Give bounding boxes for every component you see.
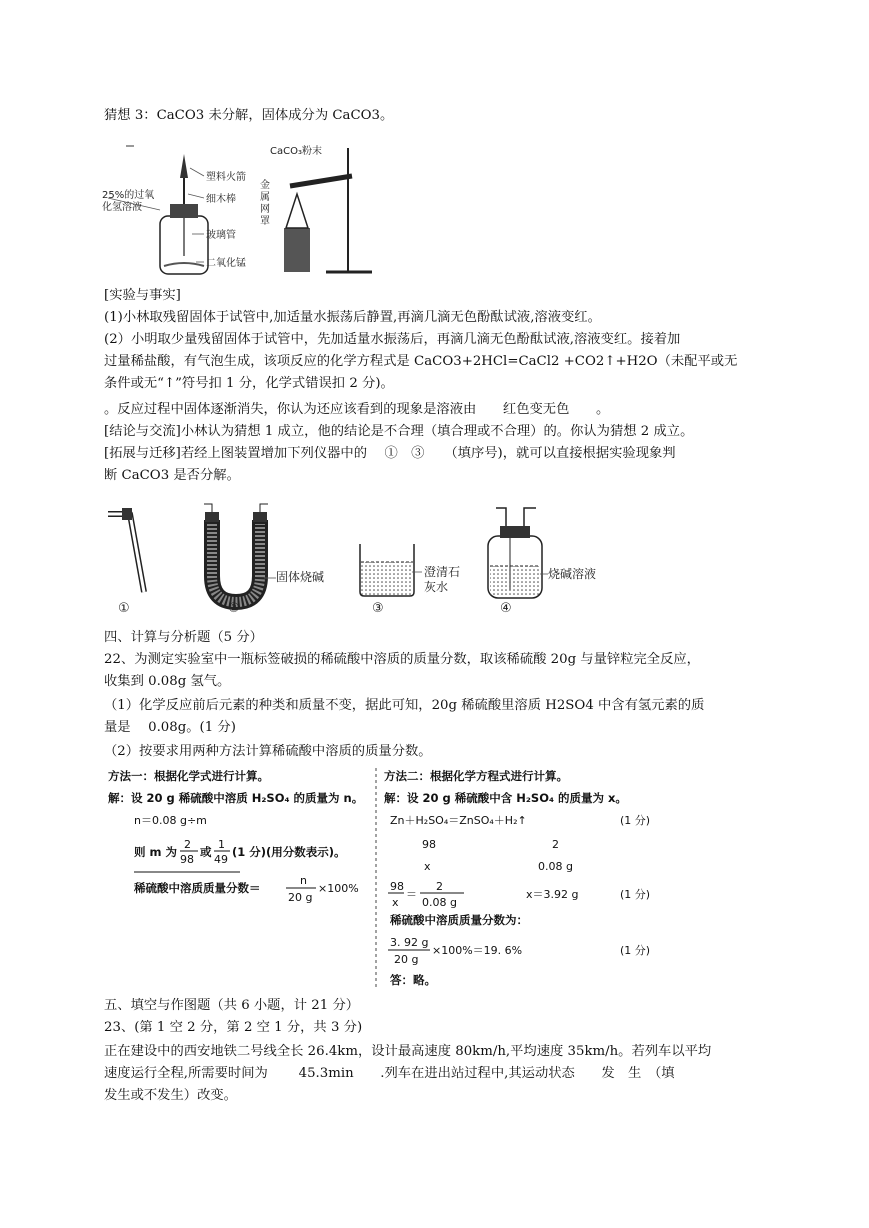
text-line-7: 。反应过程中固体逐渐消失，你认为还应该看到的现象是溶液由 红色变无色 。 (104, 402, 610, 417)
label-stick: 细木棒 (206, 194, 236, 205)
text-line-8: [结论与交流]小林认为猜想 1 成立，他的结论是不合理（填合理或不合理）的。你认为猜想 2 成立。 (104, 424, 694, 439)
method2-rden2: 0.08 g (422, 896, 457, 909)
number-4: ④ (500, 601, 512, 616)
text-line-3: (1)小林取残留固体于试管中,加适量水振荡后静置,再滴几滴无色酚酞试液,溶液变红。 (104, 310, 601, 325)
method2-title: 方法二：根据化学方程式进行计算。 (384, 769, 568, 783)
label-gauze-4: 罩 (260, 216, 270, 227)
text-line-1: 猜想 3：CaCO3 未分解，固体成分为 CaCO3。 (104, 108, 394, 123)
instrument-4-wash-bottle (488, 508, 548, 598)
instrument-3-beaker (360, 544, 422, 596)
text-line-14: （1）化学反应前后元素的种类和质量不变，据此可知，20g 稀硫酸里溶质 H2SO4 中含有氢元素的质 (104, 698, 705, 713)
text-line-17: 五、填空与作图题（共 6 小题，计 21 分） (104, 998, 360, 1013)
label-gauze-2: 属 (260, 192, 270, 203)
method2-ftail: ×100%＝19. 6% (432, 944, 523, 957)
method-one-block (108, 769, 363, 904)
label-tube: 玻璃管 (206, 230, 236, 241)
method2-solve: 解：设 20 g 稀硫酸中含 H₂SO₄ 的质量为 x。 (384, 791, 627, 805)
number-2: ② (228, 601, 240, 616)
label-gauze-3: 网 (260, 204, 270, 215)
method2-answer: 答：略。 (390, 973, 436, 987)
apparatus-figure-1 (100, 138, 380, 280)
method1-title: 方法一：根据化学式进行计算。 (108, 769, 269, 783)
label-solid-naoh: 固体烧碱 (276, 570, 325, 584)
instrument-1-bent-tube (108, 508, 144, 592)
method1-pct-num: n (300, 874, 307, 887)
method2-mx: x (424, 860, 431, 873)
method2-xres: x＝3.92 g (526, 888, 579, 901)
method1-frac1-den: 98 (180, 853, 194, 866)
text-line-21: 发生或不发生）改变。 (104, 1088, 237, 1103)
method1-pct-label: 稀硫酸中溶质质量分数＝ (134, 881, 261, 895)
label-gauze-1: 金 (260, 180, 270, 191)
method1-solve: 解：设 20 g 稀硫酸中溶质 H₂SO₄ 的质量为 n。 (108, 791, 364, 805)
method1-eq: n＝0.08 g÷m (134, 814, 207, 827)
method1-pct-tail: ×100% (318, 882, 359, 895)
method1-frac2-num: 1 (218, 838, 225, 851)
method2-rnum1: 98 (390, 880, 404, 893)
method2-pt1: (1 分) (620, 814, 651, 827)
method2-rden1: x (392, 896, 399, 909)
text-line-5: 过量稀盐酸，有气泡生成，该项反应的化学方程式是 CaCO3+2HCl=CaCl2 +CO2↑+H2O（未配平或无 (104, 354, 738, 369)
method1-then-a: 则 m 为 (134, 845, 177, 859)
number-1: ① (118, 601, 130, 616)
method2-req: ＝ (406, 888, 417, 901)
label-mno2: 二氧化锰 (206, 258, 246, 269)
text-line-18: 23、(第 1 空 2 分，第 2 空 1 分，共 3 分) (104, 1020, 363, 1035)
label-rocket: 塑料火箭 (206, 172, 246, 183)
method2-m98: 98 (422, 838, 436, 851)
text-line-15: 量是 0.08g。(1 分) (104, 720, 236, 735)
text-line-4: (2）小明取少量残留固体于试管中，先加适量水振荡后，再滴几滴无色酚酞试液,溶液变红。接着加 (104, 332, 681, 347)
label-naoh-solution: 烧碱溶液 (548, 567, 597, 581)
method2-m008: 0.08 g (538, 860, 573, 873)
solution-figure (100, 764, 680, 992)
method1-frac1-num: 2 (184, 838, 191, 851)
text-line-11: 四、计算与分析题（5 分） (104, 630, 263, 645)
text-line-6: 条件或无“↑”符号扣 1 分，化学式错误扣 2 分)。 (104, 376, 394, 391)
method1-then-b: (1 分)(用分数表示)。 (232, 845, 346, 859)
text-line-9: [拓展与迁移]若经上图装置增加下列仪器中的 ① ③ （填序号)，就可以直接根据实验现象判 (104, 446, 676, 461)
text-line-2: [实验与事实] (104, 288, 181, 303)
text-line-20: 速度运行全程,所需要时间为 45.3min .列车在进出站过程中,其运动状态 发 生 （填 (104, 1066, 675, 1081)
label-h2o2-b: 化氢溶液 (102, 202, 142, 213)
method2-equation: Zn＋H₂SO₄＝ZnSO₄＋H₂↑ (390, 814, 527, 827)
text-line-12: 22、为测定实验室中一瓶标签破损的稀硫酸中溶质的质量分数，取该稀硫酸 20g 与量锌粒完全反应， (104, 652, 700, 667)
label-h2o2-a: 25%的过氧 (102, 190, 155, 201)
text-line-13: 收集到 0.08g 氢气。 (104, 674, 231, 689)
label-limewater-a: 澄清石 (424, 565, 461, 579)
method2-m2: 2 (552, 838, 559, 851)
method2-pt2: (1 分) (620, 888, 651, 901)
label-limewater-b: 灰水 (424, 580, 449, 594)
instrument-2-u-tube (204, 504, 276, 602)
method2-pct-label: 稀硫酸中溶质质量分数为： (390, 913, 528, 927)
method1-or: 或 (200, 845, 212, 859)
text-line-16: （2）按要求用两种方法计算稀硫酸中溶质的质量分数。 (104, 744, 432, 759)
text-line-19: 正在建设中的西安地铁二号线全长 26.4km，设计最高速度 80km/h,平均速度 35km/h。若列车以平均 (104, 1044, 712, 1059)
method-two-block (384, 769, 650, 987)
method2-rnum2: 2 (436, 880, 443, 893)
method2-pt3: (1 分) (620, 944, 651, 957)
number-3: ③ (372, 601, 384, 616)
label-caco3-powder: CaCO₃粉末 (270, 146, 322, 157)
text-line-10: 断 CaCO3 是否分解。 (104, 468, 240, 483)
method2-fnum: 3. 92 g (390, 936, 429, 949)
method1-frac2-den: 49 (214, 853, 228, 866)
method1-pct-den: 20 g (288, 891, 313, 904)
instruments-figure-2 (100, 500, 620, 618)
method2-fden: 20 g (394, 953, 419, 966)
